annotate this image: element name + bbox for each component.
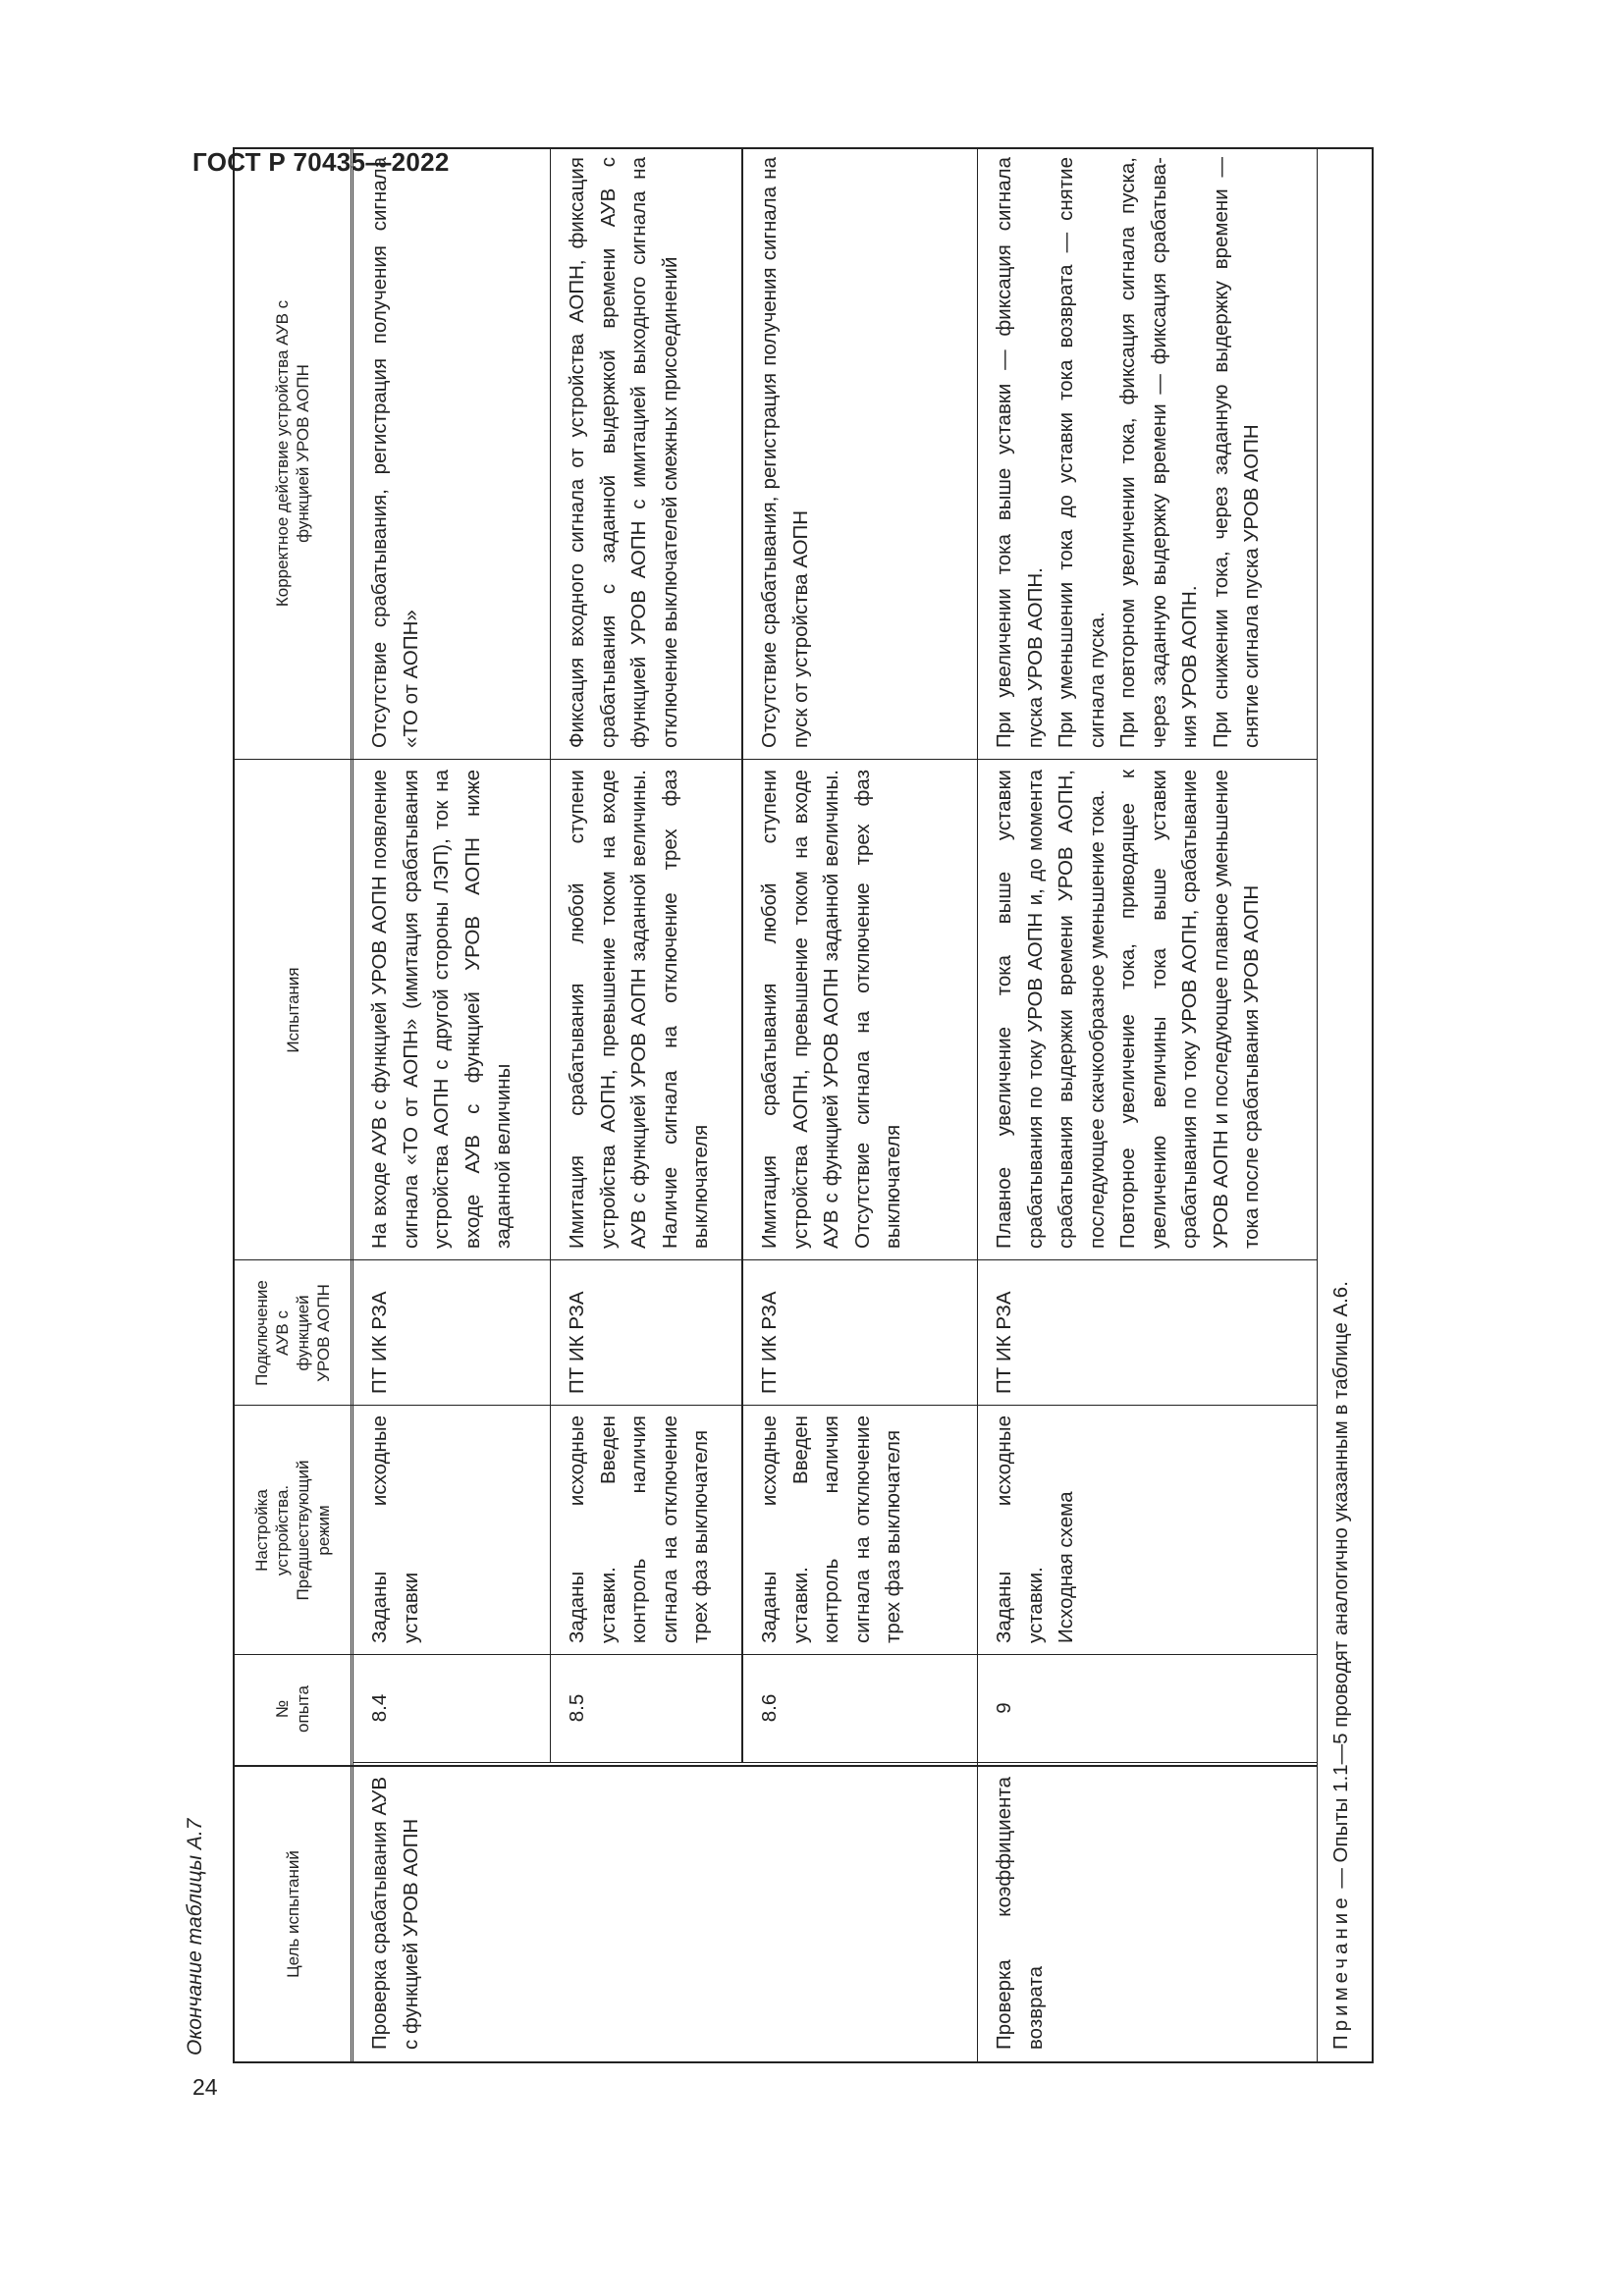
header-number: [235, 1655, 351, 1763]
setup-text: Заданы исходные уставки. Введен контроль наличия сигнала на отключение трех фаз выключателя: [758, 1415, 904, 1643]
header-number-text: № опыта: [273, 1685, 312, 1733]
num-cell: [353, 1655, 550, 1763]
num-cell: [743, 1655, 977, 1763]
table-note: [1317, 149, 1372, 2061]
table-row: [353, 147, 550, 2061]
result-cell: [353, 147, 550, 760]
result-paragraph: При увеличении тока выше уставки — фиксация сигнала пуска УРОВ АОПН.: [993, 157, 1047, 748]
setup-line: Заданы исходные уставки.: [993, 1415, 1047, 1643]
header-connection-text: Подключение АУВ с функцией УРОВ АОПН: [252, 1280, 333, 1386]
setup-text: Заданы исходные уставки: [368, 1415, 422, 1643]
document-code: ГОСТ Р 70435—2022: [192, 147, 450, 177]
rotated-table-region: [182, 100, 1352, 2063]
result-text: Фиксация входного сигнала от устройства АОПН, фиксация срабатывания с заданной выдержкой времени АУВ с функцией УРОВ АОПН с имитацией выходного сигнала на отключение выключателей смежных присоединений: [566, 157, 681, 748]
header-result: [235, 147, 351, 760]
test-text: На входе АУВ с функцией УРОВ АОПН появление сигнала «ТО от АОПН» (имитация срабатывания устройства АОПН с другой стороны ЛЭП), ток на входе АУВ с функцией УРОВ АОПН ниже заданной величины: [368, 770, 514, 1249]
num-text: 8.6: [758, 1693, 781, 1723]
results-table: [233, 147, 1374, 2063]
connection-cell: [353, 1260, 550, 1406]
table-row: [551, 147, 741, 2061]
connection-cell: [551, 1260, 741, 1406]
setup-cell: [978, 1406, 1317, 1655]
goal-text: Проверка срабатывания АУВ с функцией УРОВ АОПН: [368, 1776, 422, 2050]
test-paragraph: Плавное увеличение тока выше уставки срабатывания по току УРОВ АОПН и, до момента срабатывания выдержки времени УРОВ АОПН, последующее скачкообразное уменьшение тока.: [993, 770, 1109, 1249]
connection-text: ПТ ИК РЗА: [368, 1291, 391, 1394]
header-setup: [235, 1406, 351, 1655]
result-paragraph: При повторном увеличении тока, фиксация сигнала пуска, через заданную выдержку времени — фиксация срабатывания УРОВ АОПН.: [1116, 157, 1201, 748]
header-goal: [235, 1767, 351, 2061]
test-cell: [353, 760, 550, 1260]
connection-text: ПТ ИК РЗА: [566, 1291, 588, 1394]
test-cell: [743, 760, 977, 1260]
header-result-text: Корректное действие устройства АУВ с функцией УРОВ АОПН: [273, 299, 312, 608]
setup-line: Исходная схема: [1055, 1491, 1077, 1643]
result-cell: [978, 147, 1317, 760]
result-paragraph: При уменьшении тока до уставки тока возврата — снятие сигнала пуска.: [1055, 157, 1109, 748]
connection-text: ПТ ИК РЗА: [993, 1291, 1015, 1394]
header-connection: [235, 1260, 351, 1406]
goal-text: Проверка коэффициента возврата: [993, 1777, 1047, 2050]
num-text: 8.4: [368, 1693, 391, 1723]
num-cell: [551, 1655, 741, 1763]
header-goal-text: Цель испытаний: [283, 1850, 302, 1978]
test-text: Имитация срабатывания любой ступени устройства АОПН, превышение током на входе АУВ с функцией УРОВ АОПН заданной величины. Отсутствие сигнала на отключение трех фаз выключателя: [758, 770, 904, 1249]
test-cell: [551, 760, 741, 1260]
test-cell: [978, 760, 1317, 1260]
header-test: [235, 760, 351, 1260]
table-row: [978, 147, 1317, 2061]
setup-cell: [743, 1406, 977, 1655]
table-row: [743, 147, 977, 2061]
table-caption: Окончание таблицы А.7: [184, 1818, 206, 2056]
result-cell: [551, 147, 741, 760]
result-cell: [743, 147, 977, 760]
result-text: Отсутствие срабатывания, регистрация получения сигнала на пуск от устройства АОПН: [758, 157, 812, 748]
table-header-row: [235, 147, 353, 2061]
num-text: 8.5: [566, 1693, 588, 1723]
connection-cell: [743, 1260, 977, 1406]
num-cell: [978, 1655, 1317, 1763]
num-text: 9: [993, 1702, 1015, 1714]
setup-cell: [353, 1406, 550, 1655]
note-text: — Опыты 1.1—5 проводят аналогично указанным в таблице А.6.: [1329, 1281, 1352, 1895]
result-text: Отсутствие срабатывания, регистрация получения сигнала «ТО от АОПН»: [368, 157, 422, 748]
setup-cell: [551, 1406, 741, 1655]
result-paragraph: При снижении тока, через заданную выдержку времени — снятие сигнала пуска УРОВ АОПН: [1209, 157, 1263, 748]
connection-cell: [978, 1260, 1317, 1406]
header-test-text: Испытания: [283, 967, 302, 1053]
note-label: Примечание: [1329, 1894, 1352, 2050]
page-number: 24: [192, 2074, 218, 2100]
setup-text: Заданы исходные уставки. Введен контроль наличия сигнала на отключение трех фаз выключателя: [566, 1415, 712, 1643]
connection-text: ПТ ИК РЗА: [758, 1291, 781, 1394]
header-setup-text: Настройка устройства. Предшествующий режим: [252, 1460, 333, 1601]
test-text: Имитация срабатывания любой ступени устройства АОПН, превышение током на входе АУВ с функцией УРОВ АОПН заданной величины. Наличие сигнала на отключение трех фаз выключателя: [566, 770, 712, 1249]
test-paragraph: Повторное увеличение тока, приводящее к увеличению величины тока выше уставки срабатывания по току УРОВ АОПН, срабатывание УРОВ АОПН и последующее плавное уменьшение тока после срабатывания УРОВ АОПН: [1116, 770, 1263, 1249]
